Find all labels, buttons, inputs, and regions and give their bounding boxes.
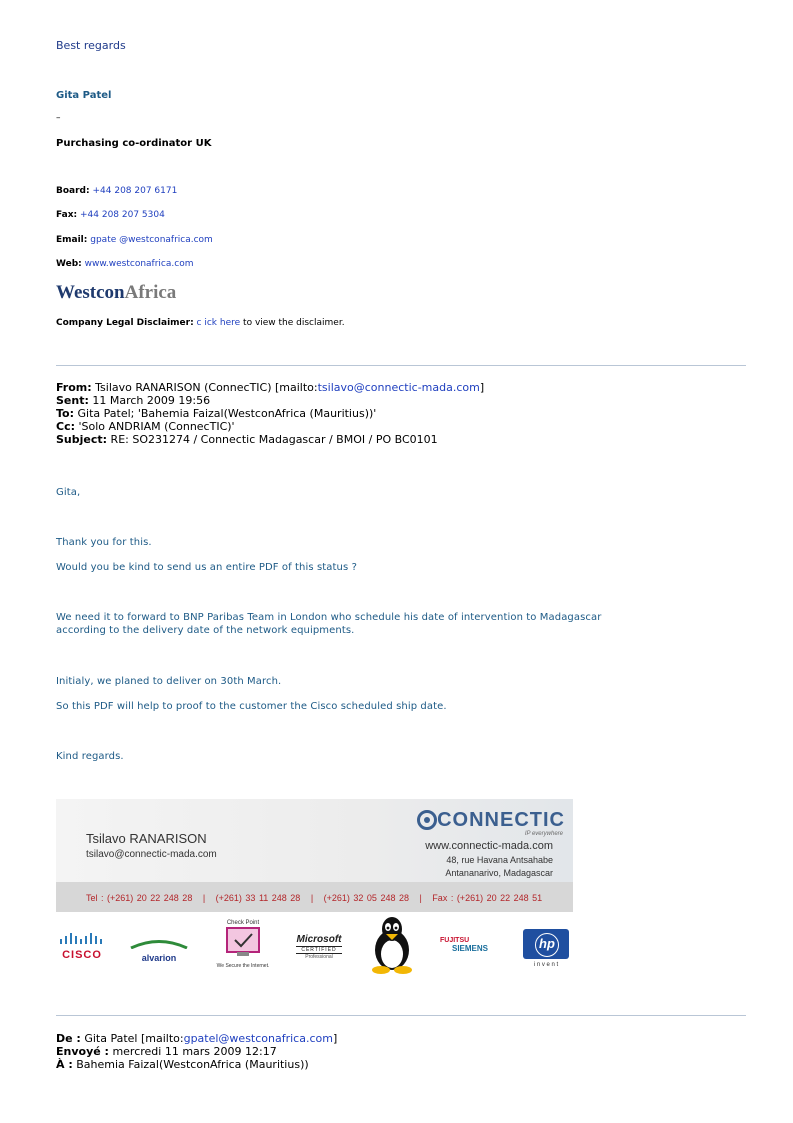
hp-badge-icon: [523, 929, 569, 959]
hp-invent-logo: [520, 929, 572, 968]
fax-line: [56, 210, 165, 220]
board-line: [56, 186, 177, 196]
microsoft-certified-text: CERTIFIED: [296, 946, 342, 954]
tux-penguin-icon: [368, 914, 416, 974]
email1-from-line: [56, 381, 484, 394]
email1-sent-line: [56, 394, 210, 407]
sent-label: Sent:: [56, 394, 89, 407]
cc-value: 'Solo ANDRIAM (ConnecTIC)': [78, 420, 235, 433]
email-line: [56, 235, 213, 245]
email2-sent-line: [56, 1045, 277, 1058]
connectic-signature-banner: [56, 799, 573, 912]
body-line: Initialy, we planed to deliver on 30th March.: [56, 676, 282, 687]
disclaimer-line: [56, 318, 345, 328]
body-line: We need it to forward to BNP Paribas Team in London who schedule his date of intervention to Madagascar: [56, 612, 602, 623]
de-label: De :: [56, 1032, 81, 1045]
to-label: To:: [56, 407, 74, 420]
from-end: ]: [479, 381, 485, 394]
to-value: Gita Patel; 'Bahemia Faizal(WestconAfrica (Mauritius))': [77, 407, 377, 420]
hp-invent-text: i n v e n t: [533, 962, 559, 968]
banner-address-1: 48, rue Havana Antsahabe: [446, 855, 553, 865]
microsoft-professional-text: Professional: [305, 954, 333, 960]
separator-rule-2: [56, 1015, 746, 1016]
email1-to-line: [56, 407, 376, 420]
separator-rule: [56, 365, 746, 366]
disclaimer-label: Company Legal Disclaimer:: [56, 318, 194, 328]
email2-from-line: [56, 1032, 337, 1045]
a-value: Bahemia Faizal(WestconAfrica (Mauritius)): [76, 1058, 309, 1071]
body-greeting: Gita,: [56, 487, 81, 498]
body-line: So this PDF will help to proof to the customer the Cisco scheduled ship date.: [56, 701, 447, 712]
alvarion-text: alvarion: [141, 953, 177, 963]
email1-subject-line: [56, 433, 438, 446]
banner-tagline: IP everywhere: [524, 831, 563, 837]
microsoft-text: Microsoft: [296, 934, 342, 945]
connectic-logo-icon: [417, 810, 437, 830]
alvarion-swoosh-icon: [129, 939, 189, 949]
disclaimer-rest: to view the disclaimer.: [243, 318, 345, 328]
envoye-value: mercredi 11 mars 2009 12:17: [112, 1045, 277, 1058]
cisco-logo: [56, 932, 108, 961]
from-label: From:: [56, 381, 92, 394]
board-phone-link[interactable]: +44 208 207 6171: [92, 186, 178, 196]
disclaimer-link[interactable]: c ick here: [196, 318, 241, 328]
checkpoint-tagline: We Secure the Internet.: [216, 963, 270, 969]
body-line: Thank you for this.: [56, 537, 152, 548]
web-link[interactable]: www.westconafrica.com: [84, 259, 194, 269]
westcon-africa-logo: [56, 282, 176, 304]
fujitsu-text: FUJITSU: [440, 937, 470, 944]
signature-dash: –: [56, 113, 61, 123]
sent-value: 11 March 2009 19:56: [92, 394, 211, 407]
de-end: ]: [332, 1032, 338, 1045]
closing-text: Best regards: [56, 39, 126, 52]
de-email-link[interactable]: gpatel@westconafrica.com: [183, 1032, 333, 1045]
email1-cc-line: [56, 420, 235, 433]
email2-to-line: [56, 1058, 309, 1071]
web-line: [56, 259, 193, 269]
logo-westcon: Westcon: [56, 282, 125, 303]
alvarion-logo: [128, 936, 190, 963]
hp-text: hp: [535, 933, 559, 957]
banner-phones: Tel : (+261) 20 22 248 28 | (+261) 33 11 248 28 | (+261) 32 05 248 28 | Fax : (+261) 20 22 248 51: [86, 893, 543, 903]
fujitsu-siemens-logo: [436, 937, 496, 953]
de-name: Gita Patel [mailto:: [84, 1032, 184, 1045]
a-label: À :: [56, 1058, 73, 1071]
subject-value: RE: SO231274 / Connectic Madagascar / BMOI / PO BC0101: [110, 433, 438, 446]
linux-penguin-logo: [367, 914, 417, 979]
body-closing: Kind regards.: [56, 751, 124, 762]
signature-name: Gita Patel: [56, 90, 112, 101]
subject-label: Subject:: [56, 433, 108, 446]
cisco-text: CISCO: [62, 949, 102, 961]
board-label: Board:: [56, 186, 90, 196]
from-name: Tsilavo RANARISON (ConnecTIC) [mailto:: [95, 381, 318, 394]
cisco-bars-icon: [57, 932, 107, 946]
body-line: according to the delivery date of the network equipments.: [56, 625, 355, 636]
fax-label: Fax:: [56, 210, 78, 220]
banner-address-2: Antananarivo, Madagascar: [445, 868, 553, 878]
signature-title: Purchasing co-ordinator UK: [56, 138, 212, 149]
cc-label: Cc:: [56, 420, 75, 433]
envoye-label: Envoyé :: [56, 1045, 109, 1058]
from-email-link[interactable]: tsilavo@connectic-mada.com: [317, 381, 480, 394]
checkpoint-monitor-icon: [225, 926, 261, 958]
banner-name: Tsilavo RANARISON: [86, 831, 207, 846]
checkpoint-logo: [213, 920, 273, 969]
banner-brand: CONNECTIC: [437, 809, 565, 831]
checkpoint-text: Check Point: [226, 920, 260, 926]
email-link[interactable]: gpate @westconafrica.com: [90, 235, 213, 245]
banner-web: www.connectic-mada.com: [425, 840, 553, 852]
email-label: Email:: [56, 235, 88, 245]
web-label: Web:: [56, 259, 82, 269]
body-line: Would you be kind to send us an entire PDF of this status ?: [56, 562, 357, 573]
siemens-text: SIEMENS: [452, 944, 489, 953]
fax-phone-link[interactable]: +44 208 207 5304: [79, 210, 165, 220]
logo-africa: Africa: [124, 282, 177, 303]
banner-email: tsilavo@connectic-mada.com: [86, 849, 217, 860]
microsoft-certified-logo: [290, 934, 348, 960]
